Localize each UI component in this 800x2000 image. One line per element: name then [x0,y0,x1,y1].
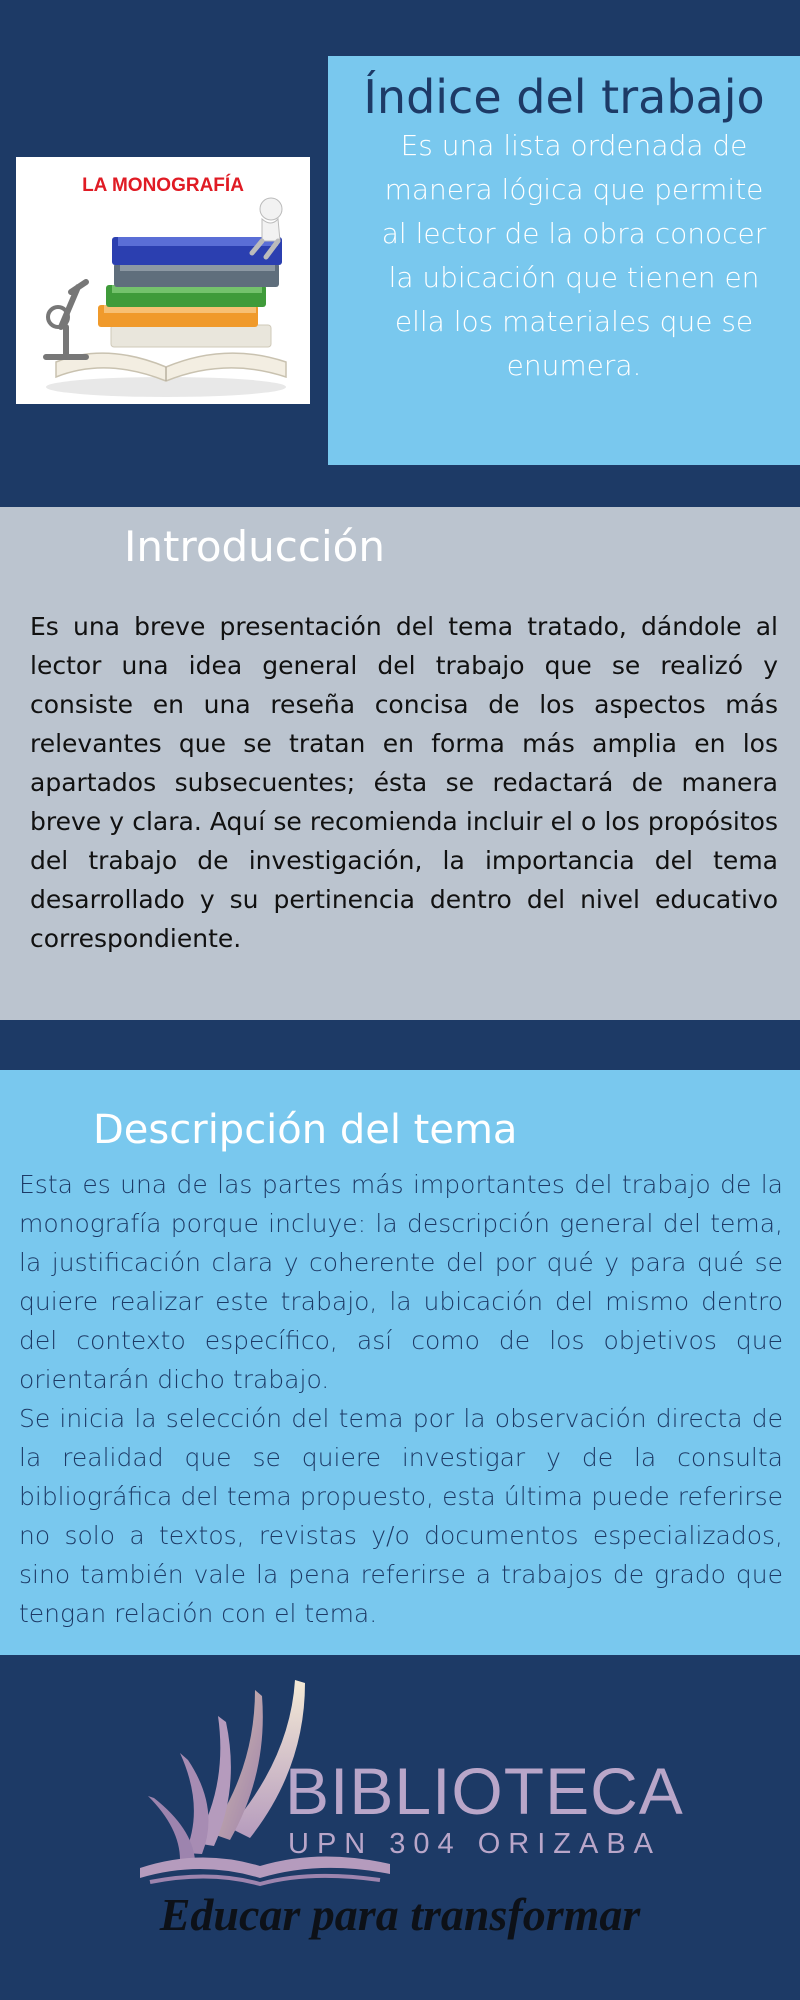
descripcion-paragraph: Esta es una de las partes más importantes del trabajo de la monografía porque incluye: la descripción general del tema, la justificación clara y coherente del por qué y para qué se quiere realizar este trabajo, la ubicación del mismo dentro del contexto específico, así como de los objetivos que orientarán dicho trabajo. [19,1170,783,1394]
biblioteca-subtitle: UPN 304 ORIZABA [288,1828,662,1860]
books-with-figure-icon [16,157,310,404]
descripcion-title: Descripción del tema [93,1107,518,1153]
descripcion-paragraph: Se inicia la selección del tema por la observación directa de la realidad que se quiere investigar y de la consulta bibliográfica del tema propuesto, esta última puede referirse no solo a textos, revistas y/o documentos especializados, sino también vale la pena referirse a trabajos de grado que tengan relación con el tema. [19,1404,783,1628]
introduccion-description: Es una breve presentación del tema tratado, dándole al lector una idea general del trabajo que se realizó y consiste en una reseña concisa de los aspectos más relevantes que se tratan en forma más amplia en los apartados subsecuentes; ésta se redactará de manera breve y clara. Aquí se recomienda incluir el o los propósitos del trabajo de investigación, la importancia del tema desarrollado y su pertinencia dentro del nivel educativo correspondiente. [30,612,778,953]
biblioteca-logo [140,1678,684,1898]
monografia-image-title: LA MONOGRAFÍA [82,175,244,196]
monografia-image [16,157,310,404]
slogan: Educar para transformar [159,1889,641,1940]
biblioteca-name: BIBLIOTECA [285,1754,684,1828]
introduccion-section [0,507,800,1020]
descripcion-body [19,1165,783,1633]
introduccion-title: Introducción [124,522,385,571]
indice-title: Índice del trabajo [363,70,765,124]
indice-description: Es una lista ordenada de manera lógica que permite al lector de la obra conocer la ubicación que tienen en ella los materiales que se enumera. [381,129,767,382]
indice-section [328,56,800,465]
descripcion-section [0,1070,800,1655]
